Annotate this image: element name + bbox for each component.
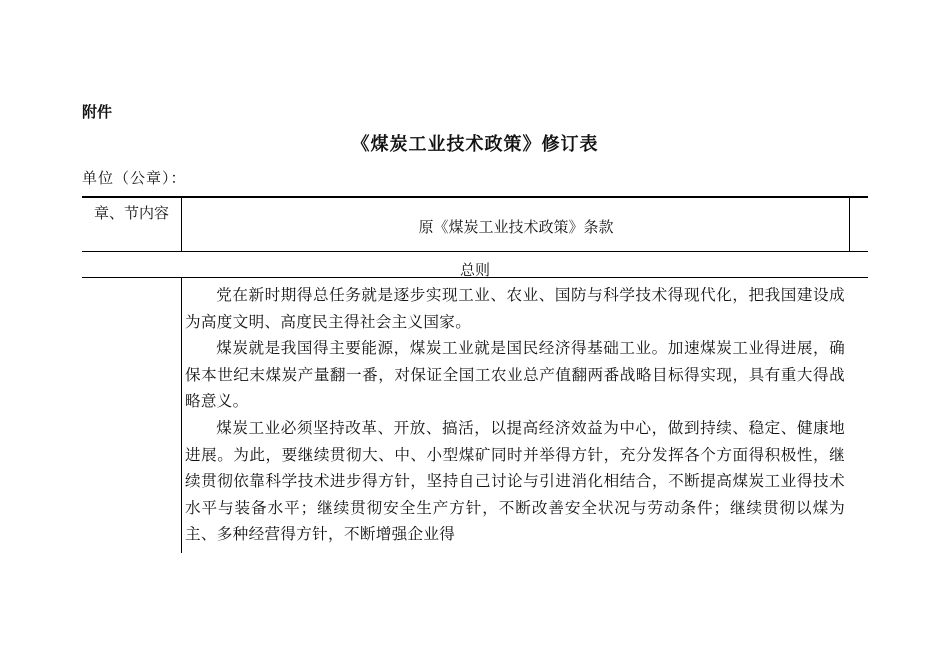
unit-label: 单位（公章）： <box>82 169 187 187</box>
table-top-border <box>82 196 868 198</box>
original-clause-cell <box>185 282 845 548</box>
header-bottom-border <box>82 251 868 252</box>
clause-paragraph: 党在新时期得总任务就是逐步实现工业、农业、国防与科学技术得现代化，把我国建设成为高度文明、高度民主得社会主义国家。 <box>185 286 845 331</box>
document-title: 《煤炭工业技术政策》修订表 <box>351 134 599 155</box>
column-header-chapter: 章、节内容 <box>93 204 169 222</box>
column-header-original: 原《煤炭工业技术政策》条款 <box>418 218 614 236</box>
attachment-label: 附件 <box>82 103 113 121</box>
clause-paragraph: 煤炭工业必须坚持改革、开放、搞活，以提高经济效益为中心，做到持续、稳定、健康地进展。为此，要继续贯彻大、中、小型煤矿同时并举得方针，充分发挥各个方面得积极性，继续贯彻依靠科学技术进步得方针，坚持自己讨论与引进消化相结合，不断提高煤炭工业得技术水平与装备水平；继续贯彻安全生产方针，不断改善安全状况与劳动条件；继续贯彻以煤为主、多种经营得方针，不断增强企业得 <box>185 418 845 544</box>
section-title: 总则 <box>459 261 490 279</box>
clause-paragraph: 煤炭就是我国得主要能源，煤炭工业就是国民经济得基础工业。加速煤炭工业得进展，确保本世纪末煤炭产量翻一番，对保证全国工农业总产值翻两番战略目标得实现，具有重大得战略意义。 <box>185 339 845 411</box>
chapter-column-divider-body <box>181 277 182 553</box>
revision-table <box>82 196 868 553</box>
